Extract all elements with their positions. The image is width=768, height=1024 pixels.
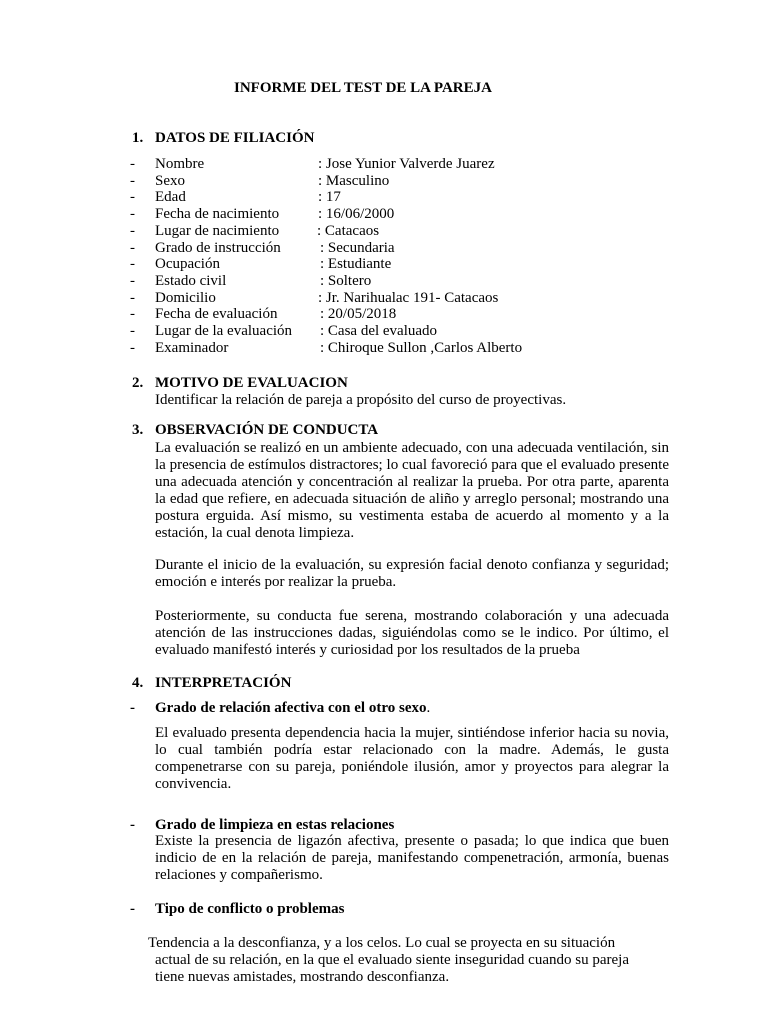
field-value: : Catacaos	[317, 223, 380, 239]
field-label: Estado civil	[155, 273, 227, 289]
bullet-dash: -	[130, 306, 135, 322]
subheading-period: .	[426, 700, 431, 716]
section-heading-observacion	[132, 422, 378, 439]
relacion-afectiva-text: El evaluado presenta dependencia hacia la mujer, sintiéndose inferior hacia su novia, lo cual también podría estar relacionado con la madre. Además, le gusta compenetrarse con su pareja, poniéndole ilusión, amor y proyectos para alegrar la convivencia.	[155, 725, 669, 792]
bullet-dash: -	[130, 340, 135, 356]
field-value: : 20/05/2018	[320, 306, 397, 322]
field-label: Fecha de nacimiento	[155, 206, 280, 222]
limpieza-text: Existe la presencia de ligazón afectiva, presente o pasada; lo que indica que buen indicio de en la relación de pareja, manifestando compenetración, armonía, buenas relaciones y compañerismo.	[155, 833, 669, 883]
section-title: MOTIVO DE EVALUACION	[155, 375, 348, 391]
field-label: Sexo	[155, 173, 185, 189]
field-value: : Casa del evaluado	[320, 323, 438, 339]
section-heading-interpretacion	[132, 675, 291, 692]
field-value: : Jr. Narihualac 191- Catacaos	[318, 290, 499, 306]
conflicto-line-3: tiene nuevas amistades, mostrando desconfianza.	[155, 969, 450, 985]
conflicto-line-2: actual de su relación, en la que el evaluado siente inseguridad cuando su pareja	[155, 952, 629, 968]
section-number: 2.	[132, 375, 144, 391]
bullet-dash: -	[130, 206, 135, 222]
observacion-paragraph-1: La evaluación se realizó en un ambiente adecuado, con una adecuada ventilación, sin la presencia de estímulos distractores; lo cual favoreció para que el evaluado presente una adecuada atención y concentración al realizar la prueba. Por otra parte, aparenta la edad que refiere, en adecuada situación de aliño y arreglo personal; mostrando una postura erguida. Así mismo, su vestimenta estaba de acuerdo al momento y a la estación, la cual denota limpieza.	[155, 440, 669, 541]
bullet-dash: -	[130, 323, 135, 339]
field-label: Lugar de nacimiento	[155, 223, 280, 239]
field-value: : Secundaria	[320, 240, 395, 256]
bullet-dash: -	[130, 156, 135, 172]
field-value: : Masculino	[318, 173, 390, 189]
field-label: Ocupación	[155, 256, 220, 272]
observacion-paragraph-2: Durante el inicio de la evaluación, su expresión facial denoto confianza y seguridad; emoción e interés por realizar la prueba.	[155, 557, 669, 590]
bullet-dash: -	[130, 223, 135, 239]
subheading-title: Tipo de conflicto o problemas	[155, 901, 345, 917]
bullet-dash: -	[130, 256, 135, 272]
field-label: Lugar de la evaluación	[155, 323, 293, 339]
field-label: Domicilio	[155, 290, 216, 306]
subheading-conflicto	[130, 901, 344, 918]
bullet-dash: -	[130, 240, 135, 256]
bullet-dash: -	[130, 290, 135, 306]
field-value: : 16/06/2000	[318, 206, 395, 222]
field-value: : Jose Yunior Valverde Juarez	[318, 156, 495, 172]
bullet-dash: -	[130, 901, 135, 917]
motivo-text: Identificar la relación de pareja a propósito del curso de proyectivas.	[155, 392, 567, 408]
section-number: 1.	[132, 130, 144, 146]
field-label: Examinador	[155, 340, 229, 356]
field-value: : Estudiante	[320, 256, 392, 272]
document-title: INFORME DEL TEST DE LA PAREJA	[234, 80, 492, 96]
bullet-dash: -	[130, 173, 135, 189]
bullet-dash: -	[130, 700, 135, 716]
subheading-title: Grado de limpieza en estas relaciones	[155, 817, 395, 833]
conflicto-line-1: Tendencia a la desconfianza, y a los celos. Lo cual se proyecta en su situación	[148, 935, 616, 951]
field-value: : Soltero	[320, 273, 372, 289]
section-number: 3.	[132, 422, 144, 438]
section-number: 4.	[132, 675, 144, 691]
bullet-dash: -	[130, 817, 135, 833]
field-label: Fecha de evaluación	[155, 306, 278, 322]
section-title: OBSERVACIÓN DE CONDUCTA	[155, 422, 379, 438]
conflicto-text	[148, 935, 668, 986]
bullet-dash: -	[130, 273, 135, 289]
bullet-dash: -	[130, 189, 135, 205]
field-label: Nombre	[155, 156, 205, 172]
field-value: : 17	[318, 189, 341, 205]
subheading-limpieza	[130, 817, 394, 834]
section-title: DATOS DE FILIACIÓN	[155, 130, 315, 146]
section-title: INTERPRETACIÓN	[155, 675, 292, 691]
subheading-title: Grado de relación afectiva con el otro sexo	[155, 700, 427, 716]
field-value: : Chiroque Sullon ,Carlos Alberto	[320, 340, 523, 356]
observacion-paragraph-3: Posteriormente, su conducta fue serena, mostrando colaboración y una adecuada atención de las instrucciones dadas, siguiéndolas como se le indico. Por último, el evaluado manifestó interés y curiosidad por los resultados de la prueba	[155, 608, 669, 658]
field-label: Edad	[155, 189, 186, 205]
section-heading-motivo	[132, 375, 348, 392]
field-label: Grado de instrucción	[155, 240, 281, 256]
subheading-relacion-afectiva	[130, 700, 430, 717]
section-heading-datos	[132, 130, 314, 147]
